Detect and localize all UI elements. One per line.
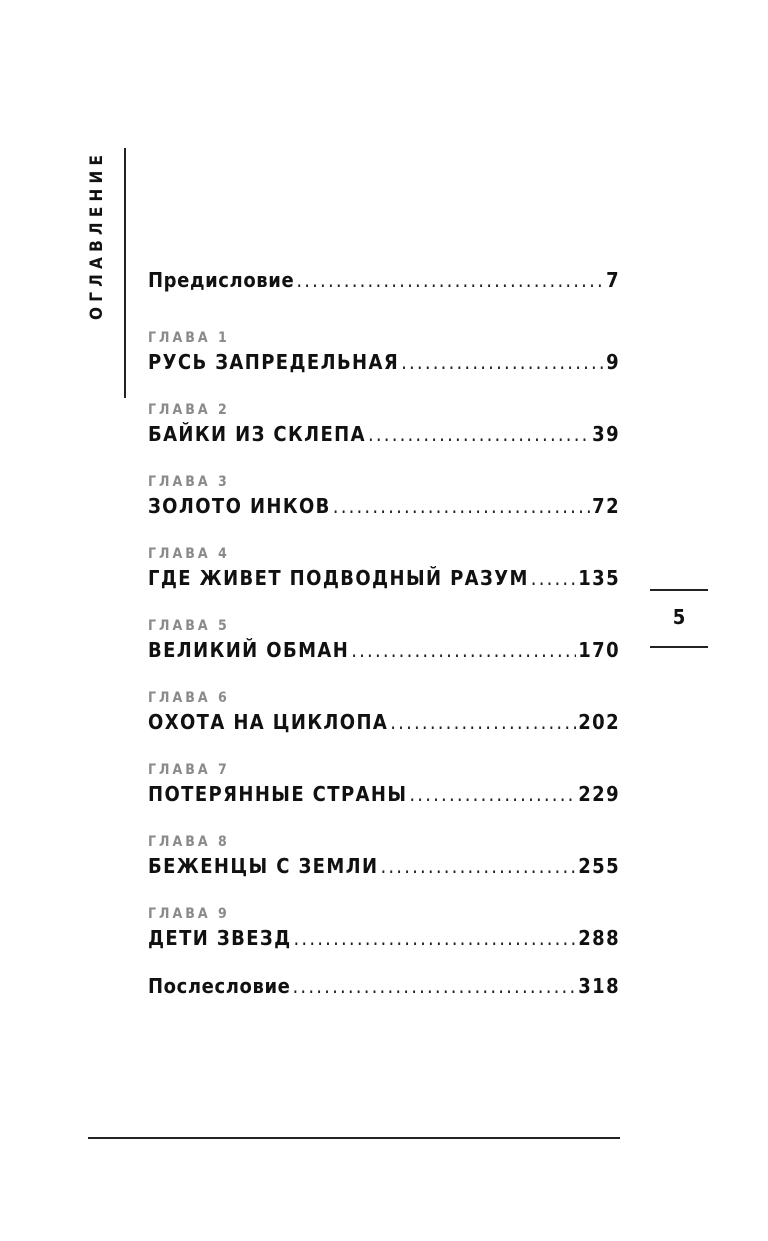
bottom-rule	[88, 1137, 620, 1139]
toc-line	[148, 779, 620, 809]
entry-title: ПОТЕРЯННЫЕ СТРАНЫ	[148, 782, 408, 806]
entry-page: 255	[578, 854, 620, 878]
toc-entry-chapter-5[interactable]	[148, 617, 620, 665]
entry-title: ДЕТИ ЗВЕЗД	[148, 926, 292, 950]
entry-page: 202	[578, 710, 620, 734]
entry-page: 72	[592, 494, 620, 518]
toc-entry-chapter-9[interactable]	[148, 905, 620, 953]
toc-entry-chapter-6[interactable]	[148, 689, 620, 737]
chapter-label: ГЛАВА 2	[148, 402, 230, 418]
chapter-label: ГЛАВА 1	[148, 330, 230, 346]
entry-page: 229	[578, 782, 620, 806]
toc-entry-afterword[interactable]	[148, 971, 620, 1001]
toc-line	[148, 563, 620, 593]
dot-leader	[296, 265, 604, 295]
entry-title: ЗОЛОТО ИНКОВ	[148, 494, 331, 518]
toc-line	[148, 923, 620, 953]
toc-line	[148, 851, 620, 881]
entry-page: 170	[578, 638, 620, 662]
dot-leader	[368, 419, 590, 449]
toc-entry-chapter-2[interactable]	[148, 401, 620, 449]
folio-rule-bottom	[650, 646, 708, 648]
dot-leader	[531, 563, 576, 593]
entry-page: 39	[592, 422, 620, 446]
toc-heading-text: ОГЛАВЛЕНИЕ	[87, 149, 107, 320]
entry-title: ВЕЛИКИЙ ОБМАН	[148, 638, 350, 662]
chapter-label: ГЛАВА 3	[148, 474, 230, 490]
vertical-divider	[124, 148, 126, 398]
dot-leader	[294, 923, 577, 953]
toc-line	[148, 491, 620, 521]
dot-leader	[409, 779, 576, 809]
chapter-label: ГЛАВА 8	[148, 834, 230, 850]
toc-entry-chapter-8[interactable]	[148, 833, 620, 881]
toc-heading	[84, 149, 110, 320]
toc-line	[148, 707, 620, 737]
chapter-label: ГЛАВА 6	[148, 690, 230, 706]
chapter-label: ГЛАВА 5	[148, 618, 230, 634]
entry-title: БАЙКИ ИЗ СКЛЕПА	[148, 422, 366, 446]
chapter-label: ГЛАВА 9	[148, 906, 230, 922]
entry-page: 288	[578, 926, 620, 950]
entry-page: 7	[606, 268, 620, 292]
toc-line	[148, 971, 620, 1001]
chapter-label: ГЛАВА 7	[148, 762, 230, 778]
toc-entry-chapter-7[interactable]	[148, 761, 620, 809]
dot-leader	[293, 971, 577, 1001]
dot-leader	[401, 347, 604, 377]
entry-page: 135	[578, 566, 620, 590]
entry-title: Предисловие	[148, 268, 295, 292]
dot-leader	[390, 707, 576, 737]
dot-leader	[380, 851, 576, 881]
entry-title: Послесловие	[148, 974, 291, 998]
toc-line	[148, 347, 620, 377]
dot-leader	[351, 635, 576, 665]
toc-line	[148, 635, 620, 665]
toc-line	[148, 419, 620, 449]
entry-title: ОХОТА НА ЦИКЛОПА	[148, 710, 389, 734]
toc-line	[148, 265, 620, 295]
page-number: 5	[672, 605, 686, 629]
dot-leader	[333, 491, 590, 521]
entry-page: 9	[606, 350, 620, 374]
entry-page: 318	[578, 974, 620, 998]
toc-entry-chapter-1[interactable]	[148, 329, 620, 377]
entry-title: БЕЖЕНЦЫ С ЗЕМЛИ	[148, 854, 379, 878]
chapter-label: ГЛАВА 4	[148, 546, 230, 562]
folio-rule-top	[650, 589, 708, 591]
entry-title: РУСЬ ЗАПРЕДЕЛЬНАЯ	[148, 350, 400, 374]
toc-entry-preface[interactable]	[148, 265, 620, 295]
entry-title: ГДЕ ЖИВЕТ ПОДВОДНЫЙ РАЗУМ	[148, 566, 529, 590]
toc-entry-chapter-3[interactable]	[148, 473, 620, 521]
toc-entry-chapter-4[interactable]	[148, 545, 620, 593]
